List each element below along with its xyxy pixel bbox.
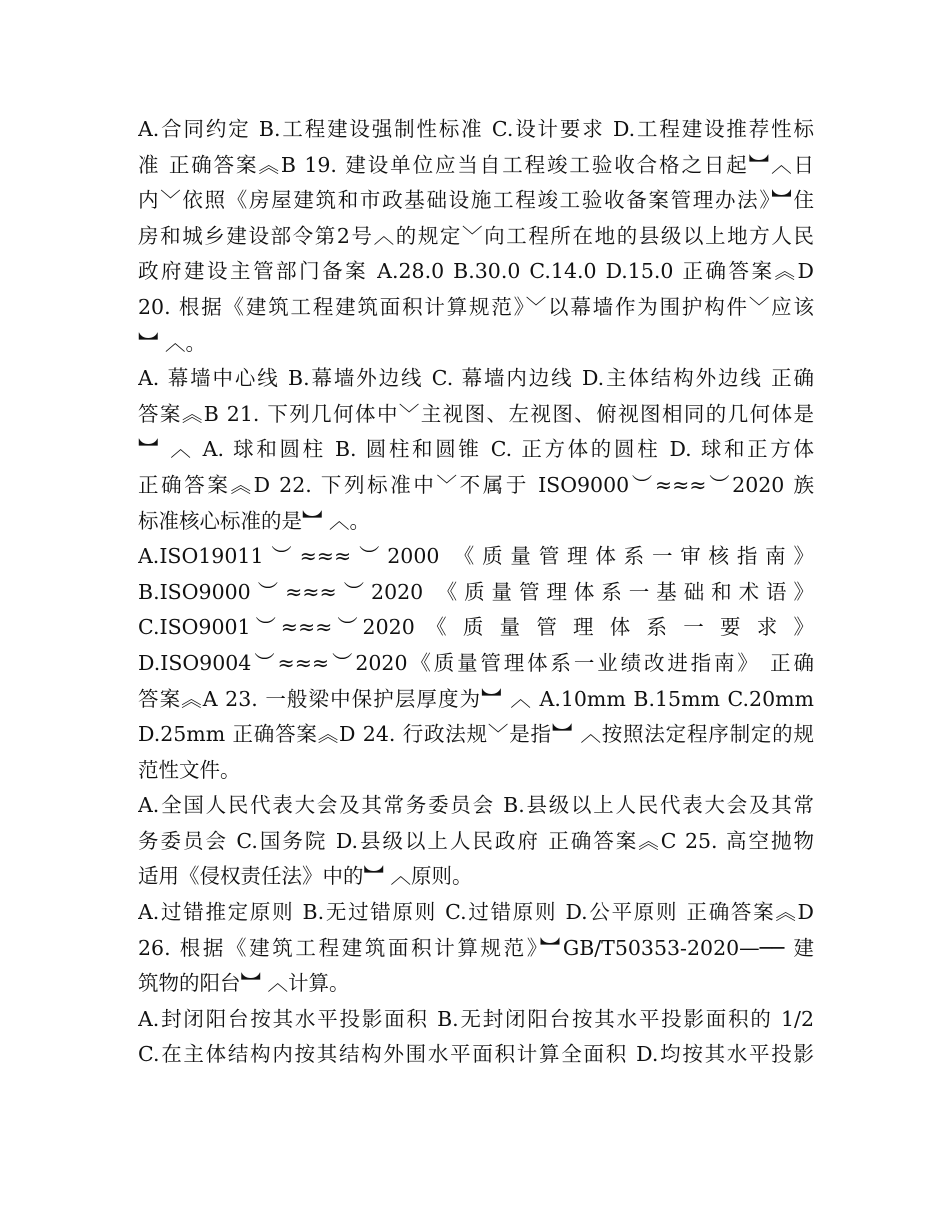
text-line: 务委员会 C.国务院 D.县级以上人民政府 正确答案︽C 25. 高空抛物 [138,828,814,853]
text-line: D.ISO9004︶≈≈≈︶2020《质量管理体系一业绩改进指南》 正确 [138,650,814,675]
text-line: 内﹀依照《房屋建筑和市政基础设施工程竣工验收备案管理办法》︼住 [138,188,814,213]
text-line: 筑物的阳台︼ ︿计算。 [138,971,350,996]
text-line: A. 幕墙中心线 B.幕墙外边线 C. 幕墙内边线 D.主体结构外边线 正确 [138,366,814,391]
text-line: A.封闭阳台按其水平投影面积 B.无封闭阳台按其水平投影面积的 1/2 [138,1006,814,1031]
text-line: 正确答案︽D 22. 下列标准中﹀不属于 ISO9000︶≈≈≈︶2020 族 [138,472,814,497]
text-line: A.合同约定 B.工程建设强制性标准 C.设计要求 D.工程建设推荐性标 [138,117,814,141]
text-line: A.过错推定原则 B.无过错原则 C.过错原则 D.公平原则 正确答案︽D [138,900,814,925]
text-line: 适用《侵权责任法》中的︼ ︿原则。 [138,864,473,889]
text-line: 26. 根据《建筑工程建筑面积计算规范》︼GB/T50353-2020—── 建 [138,935,814,960]
text-line: 20. 根据《建筑工程建筑面积计算规范》﹀以幕墙作为围护构件﹀应该 [138,294,814,319]
text-line: 范性文件。 [138,757,241,782]
text-line: 房和城乡建设部令第2号︿的规定﹀向工程所在地的县级以上地方人民 [138,223,814,248]
text-line: C.在主体结构内按其结构外围水平面积计算全面积 D.均按其水平投影 [138,1042,814,1067]
text-line: D.25mm 正确答案︽D 24. 行政法规﹀是指︼ ︿按照法定程序制定的规 [138,722,814,747]
text-line: 准 正确答案︽B 19. 建设单位应当自工程竣工验收合格之日起︼︿日 [138,152,814,177]
text-line: A.全国人民代表大会及其常务委员会 B.县级以上人民代表大会及其常 [138,793,814,818]
text-line: ︼ ︿ A. 球和圆柱 B. 圆柱和圆锥 C. 正方体的圆柱 D. 球和正方体 [138,437,814,462]
text-line: C.ISO9001︶≈≈≈︶2020 《 质 量 管 理 体 系 一 要 求 》 [138,615,814,640]
document-page [138,112,814,1073]
text-line: 政府建设主管部门备案 A.28.0 B.30.0 C.14.0 D.15.0 正确答案︽D [138,259,814,284]
text-line: B.ISO9000︶≈≈≈︶2020 《质量管理体系一基础和术语》 [138,579,814,604]
text-line: 答案︽A 23. 一般梁中保护层厚度为︼ ︿ A.10mm B.15mm C.20mm [138,686,814,711]
text-line: A.ISO19011︶≈≈≈︶2000 《质量管理体系一审核指南》 [138,544,814,569]
text-line: 答案︽B 21. 下列几何体中﹀主视图、左视图、俯视图相同的几何体是 [138,401,814,426]
text-line: 标准核心标准的是︼ ︿。 [138,508,371,533]
text-line: ︼ ︿。 [138,330,207,355]
